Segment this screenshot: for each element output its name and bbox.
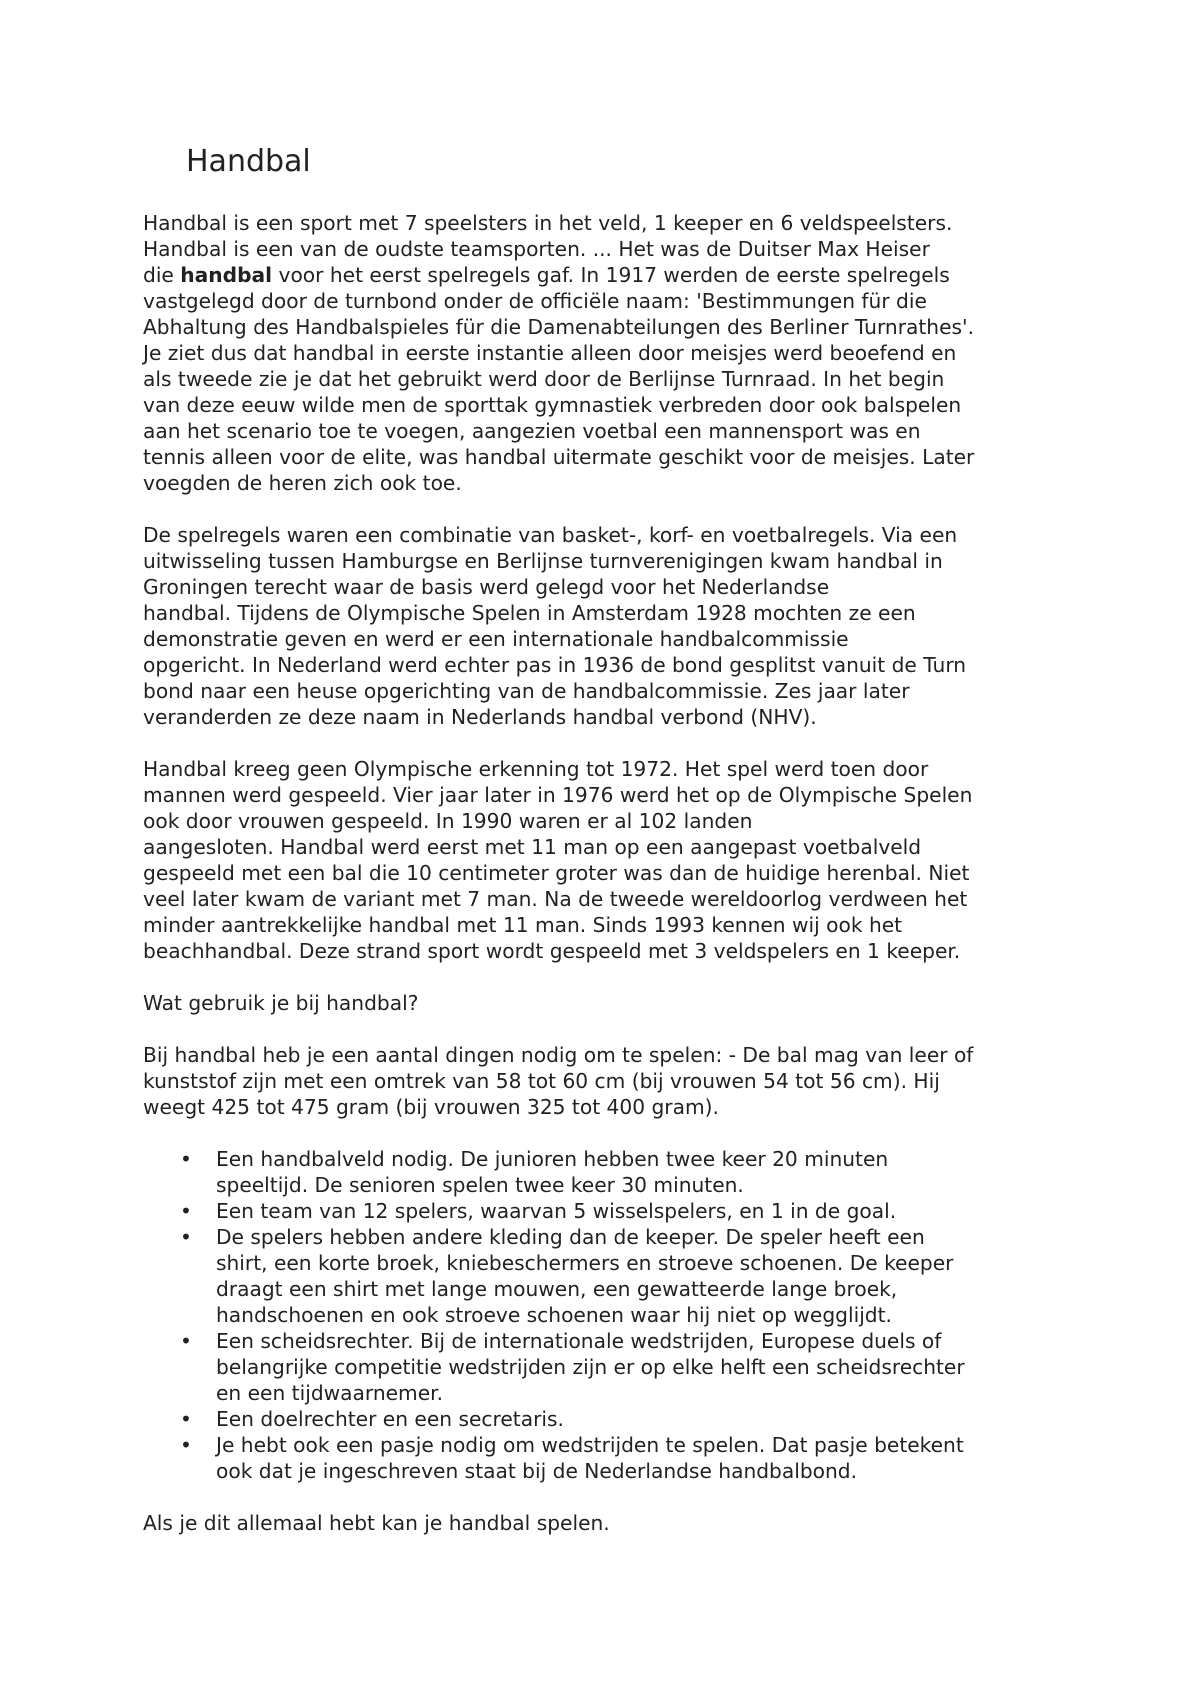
text-line: belangrijke competitie wedstrijden zijn er op elke helft een scheidsrechter (216, 1355, 965, 1379)
text-line: mannen werd gespeeld. Vier jaar later in 1976 werd het op de Olympische Spelen (143, 783, 973, 807)
text-line: tennis alleen voor de elite, was handbal uitermate geschikt voor de meisjes. Later (143, 445, 975, 469)
text-line: Je ziet dus dat handbal in eerste instantie alleen door meisjes werd beoefend en (143, 341, 957, 365)
text-line: Groningen terecht waar de basis werd gelegd voor het Nederlandse (143, 575, 830, 599)
text-line: shirt, een korte broek, kniebeschermers en stroeve schoenen. De keeper (216, 1251, 954, 1275)
list-item (143, 1224, 1073, 1328)
list-item (143, 1198, 1073, 1224)
bullet-icon: • (180, 1199, 192, 1223)
bullet-icon: • (180, 1329, 192, 1353)
paragraph-rules (143, 522, 1073, 730)
list-item (143, 1328, 1073, 1406)
text-line: Een team van 12 spelers, waarvan 5 wisselspelers, en 1 in de goal. (216, 1199, 897, 1223)
text-line: speeltijd. De senioren spelen twee keer 30 minuten. (216, 1173, 744, 1197)
text-line: Handbal is een sport met 7 speelsters in het veld, 1 keeper en 6 veldspeelsters. (143, 211, 953, 235)
text-line: weegt 425 tot 475 gram (bij vrouwen 325 tot 400 gram). (143, 1095, 719, 1119)
closing-sentence: Als je dit allemaal hebt kan je handbal spelen. (143, 1511, 610, 1535)
text-line: handschoenen en ook stroeve schoenen waar hij niet op wegglijdt. (216, 1303, 892, 1327)
text-line: als tweede zie je dat het gebruikt werd door de Berlijnse Turnraad. In het begin (143, 367, 945, 391)
paragraph-history (143, 210, 1073, 496)
text-line: Een handbalveld nodig. De junioren hebben twee keer 20 minuten (216, 1147, 889, 1171)
list-item (143, 1432, 1073, 1484)
bold-keyword: handbal (180, 263, 273, 287)
text-line: draagt een shirt met lange mouwen, een gewatteerde lange broek, (216, 1277, 898, 1301)
text-line: kunststof zijn met een omtrek van 58 tot 60 cm (bij vrouwen 54 tot 56 cm). Hij (143, 1069, 940, 1093)
text-line: Abhaltung des Handbalspieles für die Damenabteilungen des Berliner Turnrathes'. (143, 315, 974, 339)
text-line: veel later kwam de variant met 7 man. Na de tweede wereldoorlog verdween het (143, 887, 968, 911)
text-line: van deze eeuw wilde men de sporttak gymnastiek verbreden door ook balspelen (143, 393, 962, 417)
text-line: Handbal kreeg geen Olympische erkenning tot 1972. Het spel werd toen door (143, 757, 929, 781)
text-line: ook dat je ingeschreven staat bij de Nederlandse handbalbond. (216, 1459, 858, 1483)
text-line: minder aantrekkelijke handbal met 11 man. Sinds 1993 kennen wij ook het (143, 913, 903, 937)
text-line: ook door vrouwen gespeeld. In 1990 waren er al 102 landen (143, 809, 753, 833)
equipment-list (143, 1146, 1073, 1484)
text-line: De spelers hebben andere kleding dan de keeper. De speler heeft een (216, 1225, 925, 1249)
text-line: opgericht. In Nederland werd echter pas in 1936 de bond gesplitst vanuit de Turn (143, 653, 967, 677)
question-heading: Wat gebruik je bij handbal? (143, 991, 419, 1015)
document-body (143, 210, 1073, 1562)
bullet-icon: • (180, 1147, 192, 1171)
text-line: handbal. Tijdens de Olympische Spelen in Amsterdam 1928 mochten ze een (143, 601, 916, 625)
bullet-icon: • (180, 1433, 192, 1457)
text-line: bond naar een heuse opgerichting van de handbalcommissie. Zes jaar later (143, 679, 910, 703)
text-line: gespeeld met een bal die 10 centimeter groter was dan de huidige herenbal. Niet (143, 861, 970, 885)
text-line: De spelregels waren een combinatie van basket-, korf- en voetbalregels. Via een (143, 523, 958, 547)
text-line: Handbal is een van de oudste teamsporten. ... Het was de Duitser Max Heiser (143, 237, 930, 261)
list-item (143, 1406, 1073, 1432)
text-line: demonstratie geven en werd er een internationale handbalcommissie (143, 627, 849, 651)
text-line: die handbal voor het eerst spelregels gaf. In 1917 werden de eerste spelregels (143, 263, 950, 287)
paragraph-equipment (143, 1042, 1073, 1120)
page-title: Handbal (186, 144, 311, 179)
text-line: en een tijdwaarnemer. (216, 1381, 443, 1405)
text-line: beachhandbal. Deze strand sport wordt gespeeld met 3 veldspelers en 1 keeper. (143, 939, 961, 963)
text-line: aan het scenario toe te voegen, aangezien voetbal een mannensport was en (143, 419, 921, 443)
text-line: voegden de heren zich ook toe. (143, 471, 462, 495)
text-line: uitwisseling tussen Hamburgse en Berlijnse turnverenigingen kwam handbal in (143, 549, 943, 573)
text-line: vastgelegd door de turnbond onder de officiële naam: 'Bestimmungen für die (143, 289, 927, 313)
text-line: Je hebt ook een pasje nodig om wedstrijden te spelen. Dat pasje betekent (216, 1433, 964, 1457)
text-line: Een scheidsrechter. Bij de internationale wedstrijden, Europese duels of (216, 1329, 942, 1353)
bullet-icon: • (180, 1225, 192, 1249)
text-line: Een doelrechter en een secretaris. (216, 1407, 564, 1431)
text-line: Bij handbal heb je een aantal dingen nodig om te spelen: - De bal mag van leer of (143, 1043, 974, 1067)
text-line: veranderden ze deze naam in Nederlands handbal verbond (NHV). (143, 705, 817, 729)
paragraph-olympics (143, 756, 1073, 964)
bullet-icon: • (180, 1407, 192, 1431)
list-item (143, 1146, 1073, 1198)
text-line: aangesloten. Handbal werd eerst met 11 man op een aangepast voetbalveld (143, 835, 922, 859)
